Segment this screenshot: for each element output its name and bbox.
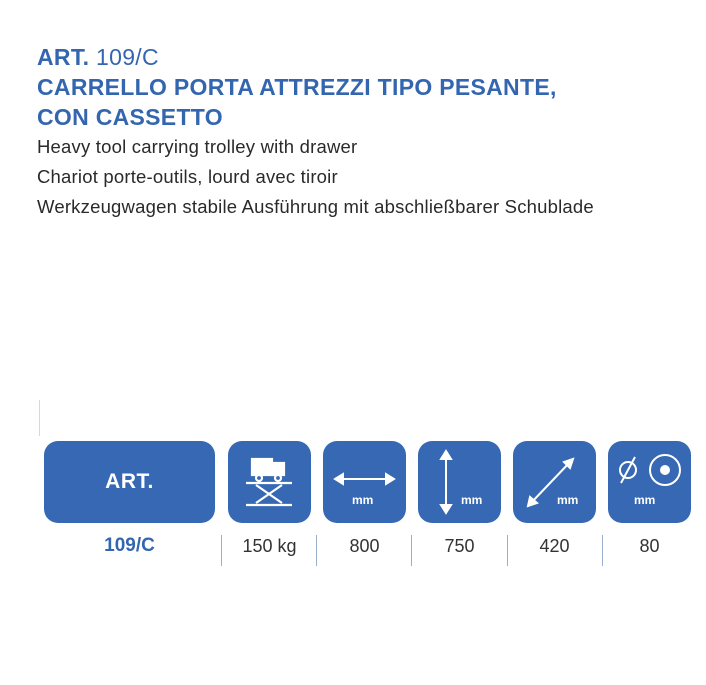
- divider-mark: [39, 400, 40, 436]
- height-arrow-icon: [418, 441, 501, 523]
- value-separator: [221, 535, 222, 566]
- height-value: 750: [444, 536, 475, 556]
- width-arrow-icon: [323, 441, 406, 523]
- capacity-value: 150 kg: [242, 536, 297, 556]
- article-prefix: ART.: [37, 44, 90, 70]
- wheel-diameter-icon: [608, 441, 691, 523]
- article-line: [37, 42, 702, 72]
- product-header: [37, 42, 702, 222]
- article-code: 109/C: [96, 44, 159, 70]
- product-title-line-2: CON CASSETTO: [37, 104, 223, 130]
- subtitle-english: Heavy tool carrying trolley with drawer: [37, 136, 358, 157]
- diagonal-unit: mm: [557, 493, 579, 507]
- value-separator: [507, 535, 508, 566]
- width-unit: mm: [352, 493, 374, 507]
- wheel-unit: mm: [634, 493, 656, 507]
- lift-capacity-icon: [228, 441, 311, 523]
- value-separator: [602, 535, 603, 566]
- product-title-line-1: CARRELLO PORTA ATTREZZI TIPO PESANTE,: [37, 74, 557, 100]
- diagonal-tile: [513, 441, 596, 523]
- lift-capacity-tile: [228, 441, 311, 523]
- height-unit: mm: [461, 493, 483, 507]
- height-tile: [418, 441, 501, 523]
- art-header-tile: ART.: [44, 441, 215, 523]
- wheel-value: 80: [639, 536, 660, 556]
- subtitle-french: Chariot porte-outils, lourd avec tiroir: [37, 166, 338, 187]
- width-tile: [323, 441, 406, 523]
- value-separator: [316, 535, 317, 566]
- diagonal-arrow-icon: [513, 441, 596, 523]
- art-value: 109/C: [104, 535, 155, 556]
- subtitle-german: Werkzeugwagen stabile Ausführung mit abschließbarer Schublade: [37, 196, 594, 217]
- diagonal-value: 420: [539, 536, 570, 556]
- value-separator: [411, 535, 412, 566]
- wheel-tile: [608, 441, 691, 523]
- width-value: 800: [349, 536, 380, 556]
